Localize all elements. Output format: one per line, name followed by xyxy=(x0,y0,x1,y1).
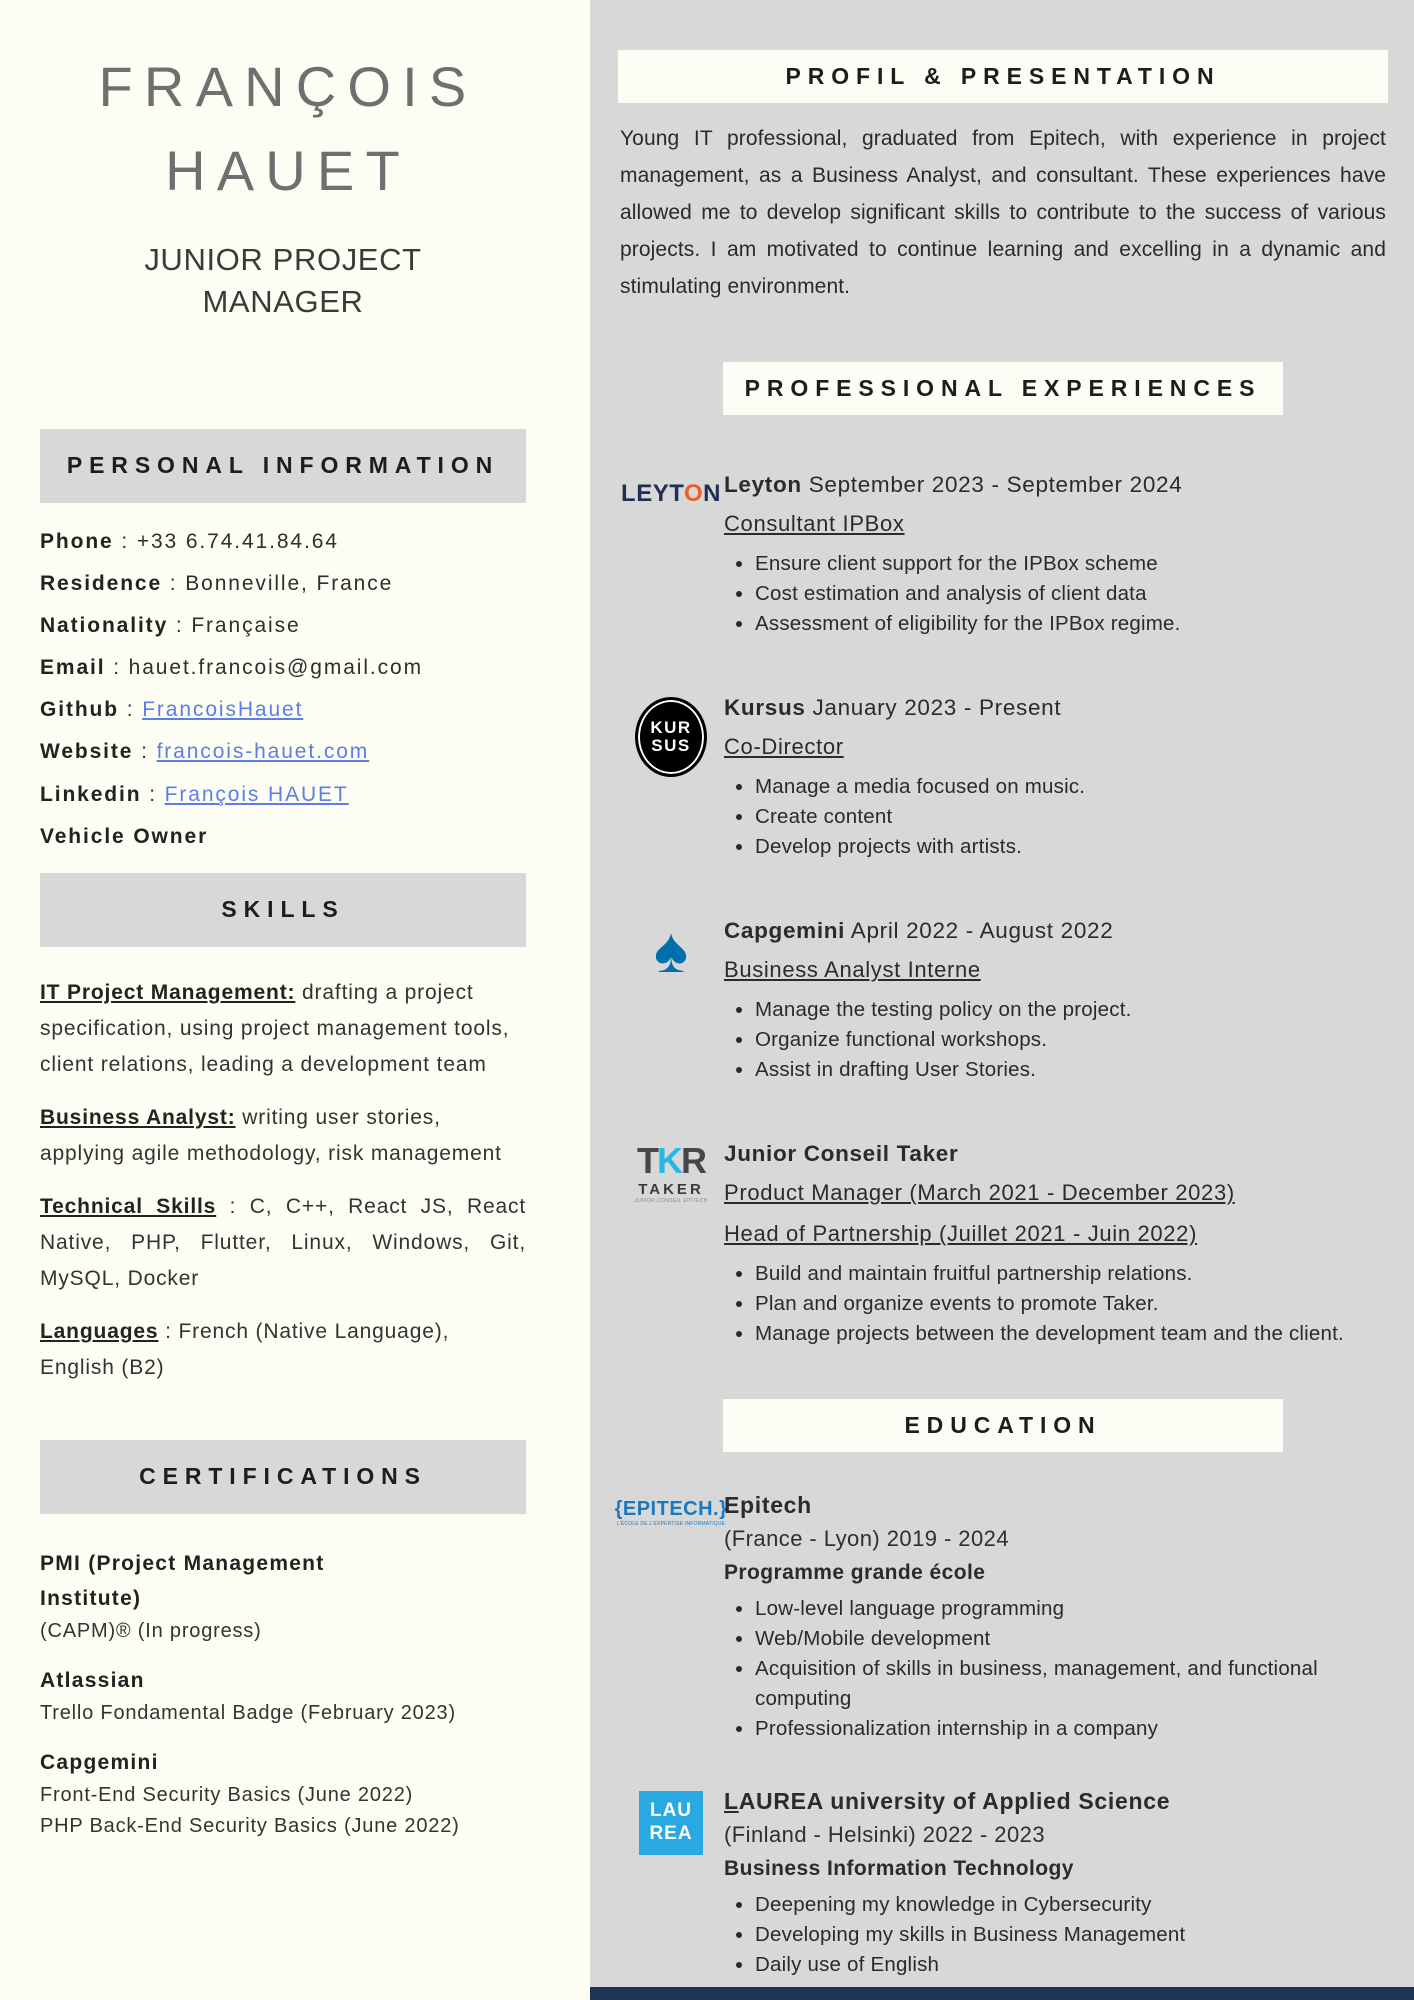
education-laurea xyxy=(618,1788,1388,1980)
taker-logo xyxy=(618,1140,724,1349)
education-title: LAUREA university of Applied Science xyxy=(724,1787,1171,1814)
bullet-item: • Organize functional workshops. xyxy=(755,1025,1388,1055)
experience-title: Junior Conseil Taker xyxy=(724,1141,959,1167)
right-column xyxy=(590,0,1414,2000)
experience-leyton xyxy=(618,471,1388,639)
linkedin-link[interactable]: François HAUET xyxy=(164,782,349,806)
info-website: Website : francois-hauet.com xyxy=(40,740,370,764)
left-column xyxy=(0,0,590,2000)
experience-bullets xyxy=(724,995,1388,1085)
bullet-item: • Plan and organize events to promote Taker. xyxy=(755,1289,1388,1319)
epitech-logo xyxy=(614,1492,728,1744)
education-title: Epitech xyxy=(724,1491,812,1518)
experience-taker xyxy=(618,1140,1388,1349)
skill-it-project-management: IT Project Management: drafting a project specification, using project management tools, client relations, leading a development team xyxy=(40,980,510,1076)
experiences-header xyxy=(723,362,1283,415)
education-bullets xyxy=(724,1594,1388,1744)
bullet-item: • Build and maintain fruitful partnership relations. xyxy=(755,1259,1388,1289)
experience-capgemini xyxy=(618,914,1388,1085)
education-location-dates: (France - Lyon) 2019 - 2024 xyxy=(724,1525,1009,1551)
profile-text: Young IT professional, graduated from Epitech, with experience in project management, as a Business Analyst, and consultant. These experiences have allowed me to develop significant skills to contribute to the success of various projects. I am motivated to continue learning and excelling in a dynamic and stimulating environment. xyxy=(620,127,1386,298)
website-link[interactable]: francois-hauet.com xyxy=(156,740,370,764)
section-title: PERSONAL INFORMATION xyxy=(66,452,500,479)
bullet-item: • Web/Mobile development xyxy=(755,1624,1388,1654)
capgemini-spade-icon: ♠ xyxy=(654,914,688,987)
bullet-item: • Acquisition of skills in business, management, and functional computing xyxy=(755,1654,1388,1714)
experience-bullets xyxy=(724,1259,1388,1349)
experience-role: Co-Director xyxy=(724,734,844,760)
experience-title: Kursus January 2023 - Present xyxy=(724,695,1062,721)
education-program: Programme grande école xyxy=(724,1560,986,1584)
bullet-item: • Develop projects with artists. xyxy=(755,832,1388,862)
cert-capgemini: Capgemini Front-End Security Basics (June 2022) PHP Back-End Security Basics (June 2022) xyxy=(40,1750,460,1837)
bullet-item: • Cost estimation and analysis of client data xyxy=(755,579,1388,609)
epitech-logo-text: {EPITECH.} L'ÉCOLE DE L'EXPERTISE INFORMATIQUE xyxy=(614,1497,728,1527)
education-program: Business Information Technology xyxy=(724,1856,1074,1880)
skills-header xyxy=(40,873,526,947)
bullet-item: • Low-level language programming xyxy=(755,1594,1388,1624)
github-link[interactable]: FrancoisHauet xyxy=(142,698,304,722)
bullet-item: • Ensure client support for the IPBox scheme xyxy=(755,549,1388,579)
skill-technical: Technical Skills : C, C++, React JS, React Native, PHP, Flutter, Linux, Windows, Git, MySQL, Docker xyxy=(40,1194,526,1290)
cert-atlassian: Atlassian Trello Fondamental Badge (February 2023) xyxy=(40,1668,456,1724)
experience-title: Leyton September 2023 - September 2024 xyxy=(724,472,1183,497)
section-title: CERTIFICATIONS xyxy=(139,1463,427,1490)
bullet-item: • Manage projects between the development team and the client. xyxy=(755,1319,1388,1349)
certifications-header xyxy=(40,1440,526,1514)
bullet-item: • Deepening my knowledge in Cybersecurity xyxy=(755,1890,1388,1920)
info-nationality: Nationality : Française xyxy=(40,613,301,637)
experience-role: Product Manager (March 2021 - December 2023) xyxy=(724,1180,1235,1206)
education-bullets xyxy=(724,1890,1388,1980)
info-email: Email : hauet.francois@gmail.com xyxy=(40,656,423,680)
experience-title: Capgemini April 2022 - August 2022 xyxy=(724,918,1114,944)
experience-bullets xyxy=(724,549,1388,639)
bullet-item: • Developing my skills in Business Management xyxy=(755,1920,1388,1950)
capgemini-logo xyxy=(618,914,724,1085)
skills-block xyxy=(40,975,526,1386)
education-header xyxy=(723,1399,1283,1452)
personal-information-header xyxy=(40,429,526,503)
experience-role: Head of Partnership (Juillet 2021 - Juin 2022) xyxy=(724,1221,1198,1247)
section-title: PROFESSIONAL EXPERIENCES xyxy=(744,375,1262,401)
info-github: Github : FrancoisHauet xyxy=(40,698,304,722)
kursus-logo-badge: KUR SUS xyxy=(635,697,707,777)
education-location-dates: (Finland - Helsinki) 2022 - 2023 xyxy=(724,1821,1046,1847)
education-epitech xyxy=(614,1491,1388,1744)
footer-accent-bar xyxy=(590,1987,1414,2000)
skill-languages: Languages : French (Native Language), English (B2) xyxy=(40,1319,450,1379)
leyton-logo xyxy=(618,471,724,639)
cert-pmi: PMI (Project Management Institute) (CAPM)® (In progress) xyxy=(40,1551,325,1642)
bullet-item: • Professionalization internship in a company xyxy=(755,1714,1388,1744)
bullet-item: • Manage the testing policy on the project. xyxy=(755,995,1388,1025)
info-residence: Residence : Bonneville, France xyxy=(40,571,394,595)
section-title: EDUCATION xyxy=(904,1411,1102,1438)
experience-role: Business Analyst Interne xyxy=(724,957,981,983)
candidate-name xyxy=(50,45,526,213)
name-line-2: HAUET xyxy=(165,139,411,202)
name-line-1: FRANÇOIS xyxy=(98,55,478,118)
kursus-logo xyxy=(618,694,724,862)
section-title: SKILLS xyxy=(221,896,345,923)
profile-header xyxy=(618,50,1388,103)
bullet-item: • Daily use of English xyxy=(755,1950,1388,1980)
skill-business-analyst: Business Analyst: writing user stories, applying agile methodology, risk management xyxy=(40,1105,502,1165)
leyton-logo-text: LEYTON xyxy=(621,480,721,507)
taker-logo-text: TKR TAKER JUNIOR CONSEIL EPITECH xyxy=(634,1140,708,1205)
info-vehicle-owner: Vehicle Owner xyxy=(40,824,209,848)
personal-info-list xyxy=(40,530,526,849)
bullet-item: • Assist in drafting User Stories. xyxy=(755,1055,1388,1085)
laurea-logo xyxy=(618,1788,724,1980)
bullet-item: • Manage a media focused on music. xyxy=(755,772,1388,802)
info-phone: Phone : +33 6.74.41.84.64 xyxy=(40,529,339,553)
experience-role: Consultant IPBox xyxy=(724,511,905,537)
section-title: PROFIL & PRESENTATION xyxy=(785,63,1221,89)
experience-bullets xyxy=(724,772,1388,862)
info-linkedin: Linkedin : François HAUET xyxy=(40,782,349,806)
experience-kursus xyxy=(618,694,1388,862)
job-title: JUNIOR PROJECT MANAGER xyxy=(144,242,422,319)
certifications-block xyxy=(40,1546,526,1842)
bullet-item: • Assessment of eligibility for the IPBox regime. xyxy=(755,609,1388,639)
laurea-logo-badge: LAU REA xyxy=(639,1791,703,1855)
bullet-item: • Create content xyxy=(755,802,1388,832)
